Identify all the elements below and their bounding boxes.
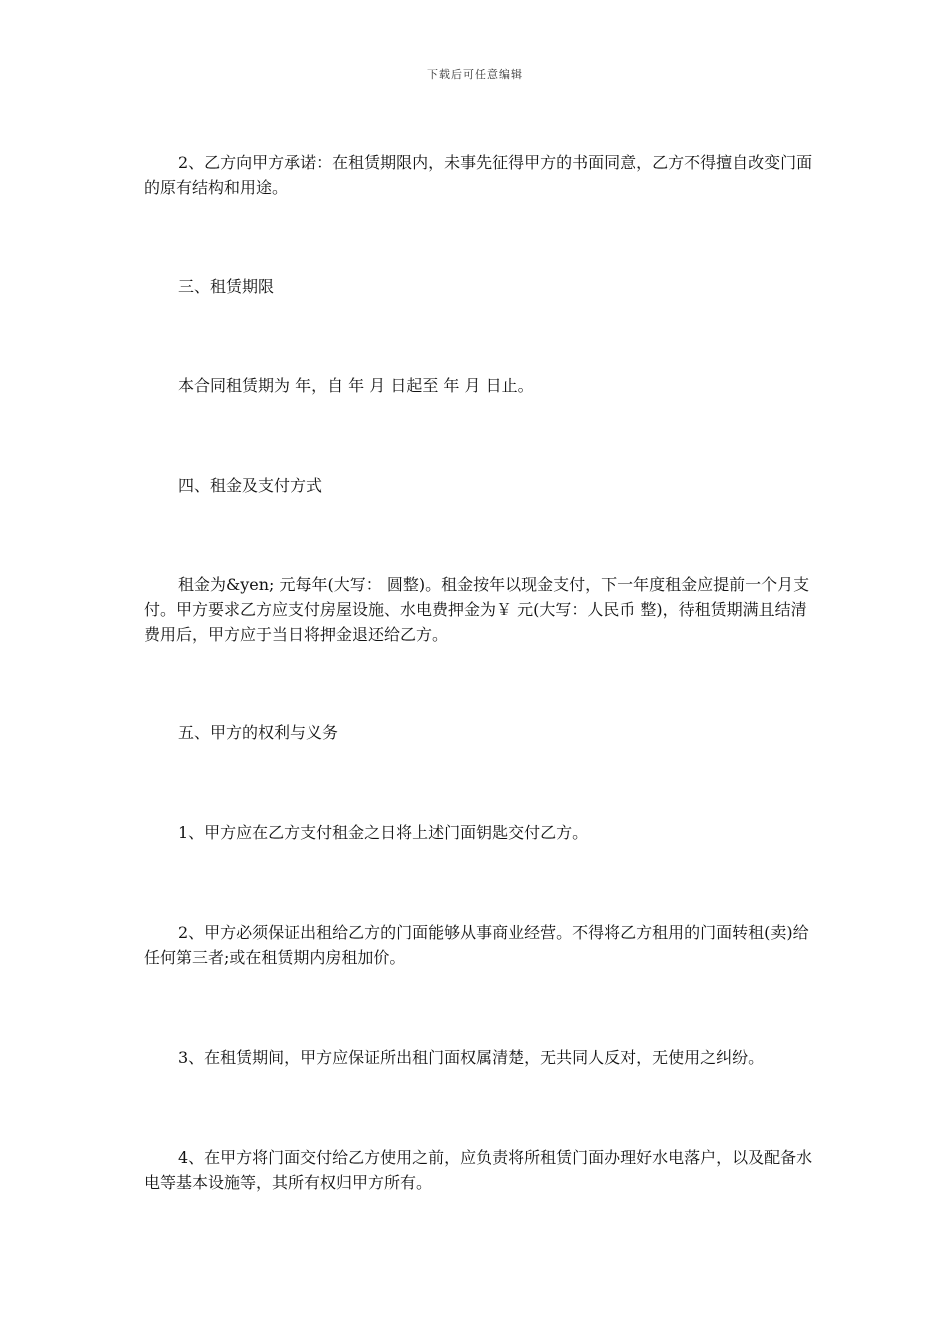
lease-term-text: 本合同租赁期为 年，自 年 月 日起至 年 月 日止。 <box>178 376 534 395</box>
clause-5-4: 4、在甲方将门面交付给乙方使用之前，应负责将所租赁门面办理好水电落户，以及配备水电等基本设施等，其所有权归甲方所有。 <box>144 1148 813 1192</box>
clause-5-3: 3、在租赁期间，甲方应保证所出租门面权属清楚，无共同人反对，无使用之纠纷。 <box>178 1048 765 1067</box>
page-header: 下载后可任意编辑 <box>427 68 523 81</box>
clause-5-1: 1、甲方应在乙方支付租金之日将上述门面钥匙交付乙方。 <box>178 823 589 842</box>
rent-payment-text: 租金为&yen; 元每年(大写： 圆整)。租金按年以现金支付，下一年度租金应提前一个月支付。甲方要求乙方应支付房屋设施、水电费押金为￥ 元(大写：人民币 整)，待租赁期满且结清费用后，甲方应于当日将押金退还给乙方。 <box>144 575 810 644</box>
clause-2-lessee-promise: 2、乙方向甲方承诺：在租赁期限内，未事先征得甲方的书面同意，乙方不得擅自改变门面的原有结构和用途。 <box>144 153 813 197</box>
clause-5-2: 2、甲方必须保证出租给乙方的门面能够从事商业经营。不得将乙方租用的门面转租(卖)给任何第三者;或在租赁期内房租加价。 <box>144 923 809 967</box>
section-3-heading: 三、租赁期限 <box>178 277 275 296</box>
section-5-heading: 五、甲方的权利与义务 <box>178 723 339 742</box>
section-4-heading: 四、租金及支付方式 <box>178 476 323 495</box>
